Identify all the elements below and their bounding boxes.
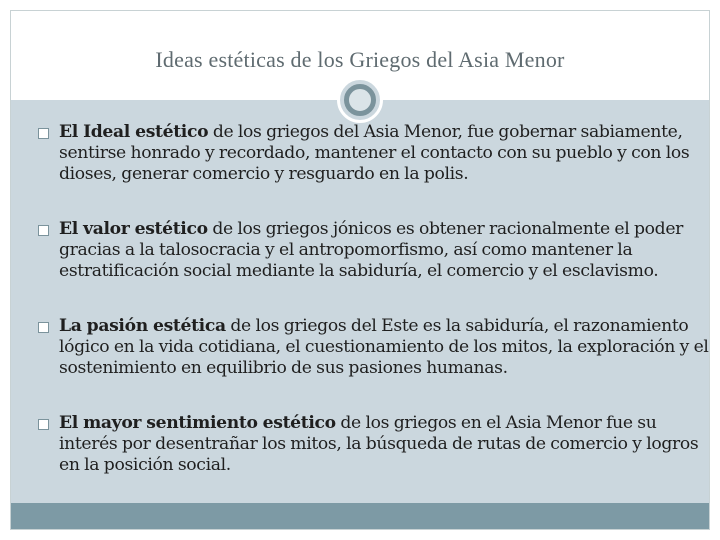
slide-title: Ideas estéticas de los Griegos del Asia Menor xyxy=(155,47,565,72)
bullet-text: de los griegos del Este es la sabiduría, el razonamiento lógico en la vida cotidiana, el cuestionamiento de los mitos, la exploración y el sostenimiento en equilibrio de sus pasiones humanas. xyxy=(59,316,709,378)
bullet-text: de los griegos en el Asia Menor fue su interés por desentrañar los mitos, la búsqueda de rutas de comercio y logros en la posición social. xyxy=(59,413,699,475)
bullet-lead: El valor estético xyxy=(59,219,208,239)
square-bullet-icon xyxy=(38,225,49,236)
bullet-text: de los griegos del Asia Menor, fue gobernar sabiamente, sentirse honrado y recordado, mantener el contacto con su pueblo y con los dioses, generar comercio y resguardo en la polis. xyxy=(59,122,690,184)
square-bullet-icon xyxy=(38,128,49,139)
bottom-bar xyxy=(11,503,709,529)
square-bullet-icon xyxy=(38,419,49,430)
bullet-item-2 xyxy=(38,219,710,282)
bullet-item-3 xyxy=(38,316,710,379)
bullet-lead: La pasión estética xyxy=(59,316,226,336)
bullet-lead: El Ideal estético xyxy=(59,122,209,142)
square-bullet-icon xyxy=(38,322,49,333)
bullet-text: de los griegos jónicos es obtener racionalmente el poder gracias a la talosocracia y el antropomorfismo, así como mantener la estratificación social mediante la sabiduría, el comercio y el esclavismo. xyxy=(59,219,684,281)
bullet-item-1 xyxy=(38,122,710,185)
ring-icon xyxy=(337,77,383,123)
bullet-lead: El mayor sentimiento estético xyxy=(59,413,336,433)
bullet-item-4 xyxy=(38,413,710,476)
bullet-list xyxy=(38,122,710,476)
ring-inner xyxy=(344,84,376,116)
